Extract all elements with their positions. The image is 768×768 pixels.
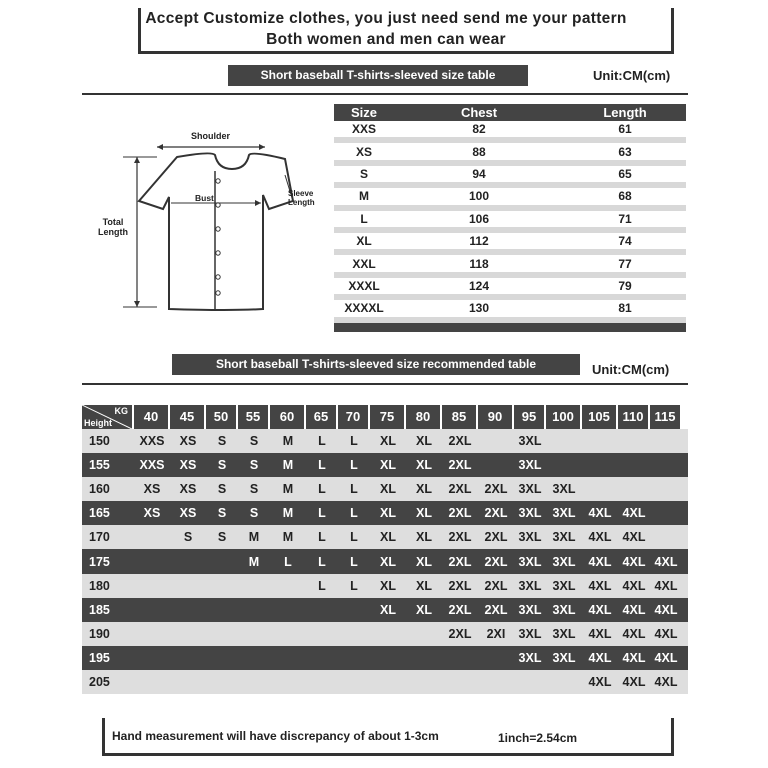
size-recommendation-cell: 4XL (622, 554, 646, 569)
shoulder-label: Shoulder (191, 131, 231, 141)
size-recommendation-cell: XL (380, 530, 396, 545)
size-recommendation-cell: M (282, 530, 294, 545)
weight-header-cell: 75 (370, 405, 404, 429)
table-row (334, 166, 686, 188)
chest-cell: 112 (469, 234, 489, 249)
table-row (82, 501, 688, 525)
weight-header-cell: 95 (514, 405, 544, 429)
size-recommendation-cell: 4XL (588, 506, 612, 521)
length-cell: 81 (618, 301, 632, 316)
size-recommendation-cell: XL (380, 578, 396, 593)
table-row (82, 574, 688, 598)
size-table (334, 104, 686, 332)
size-recommendation-cell: 3XL (518, 578, 542, 593)
size-recommendation-cell: L (318, 554, 326, 569)
size-recommendation-cell: L (350, 482, 358, 497)
table-row (334, 188, 686, 210)
size-recommendation-cell: 4XL (588, 554, 612, 569)
rec-table-header (82, 405, 688, 429)
size-recommendation-cell: 3XL (518, 458, 542, 473)
size-table-header (334, 104, 686, 121)
size-recommendation-cell: 2XI (486, 626, 506, 641)
size-cell: XXXL (348, 278, 380, 293)
bust-label: Bust (195, 193, 214, 203)
header-line-2: Both women and men can wear (266, 31, 506, 48)
table-row (82, 477, 688, 501)
table-row (82, 453, 688, 477)
size-cell: XXL (352, 256, 376, 271)
size-recommendation-cell: XS (179, 482, 197, 497)
size-recommendation-cell: S (249, 482, 259, 497)
size-recommendation-cell: M (248, 554, 260, 569)
table-row (82, 622, 688, 646)
size-recommendation-cell: S (249, 434, 259, 449)
weight-header-cell: 115 (650, 405, 680, 429)
recommended-size-table (82, 405, 688, 694)
size-recommendation-cell: S (249, 506, 259, 521)
weight-header-cell: 55 (238, 405, 268, 429)
size-recommendation-cell: L (284, 554, 292, 569)
size-recommendation-cell: L (318, 578, 326, 593)
size-recommendation-cell: L (350, 506, 358, 521)
col-length-header: Length (603, 105, 647, 120)
height-cell: 155 (89, 458, 110, 473)
weight-header-cell: 105 (582, 405, 616, 429)
table-row (334, 121, 686, 143)
divider (82, 93, 688, 95)
size-cell: S (359, 166, 368, 181)
height-cell: 150 (89, 434, 110, 449)
table-row (82, 549, 688, 573)
chest-cell: 94 (472, 166, 486, 181)
size-recommendation-cell: 3XL (552, 530, 576, 545)
size-recommendation-cell: L (318, 482, 326, 497)
size-table-banner: Short baseball T-shirts-sleeved size table (228, 65, 528, 86)
size-recommendation-cell: 3XL (552, 602, 576, 617)
rec-table-unit: Unit:CM(cm) (592, 362, 670, 377)
size-recommendation-cell: XS (179, 458, 197, 473)
size-recommendation-cell: 4XL (654, 578, 678, 593)
size-recommendation-cell: S (217, 434, 227, 449)
inch-conversion: 1inch=2.54cm (498, 731, 578, 745)
size-recommendation-cell: L (350, 554, 358, 569)
height-cell: 160 (89, 482, 110, 497)
size-cell: L (360, 211, 368, 226)
size-recommendation-cell: XL (416, 482, 432, 497)
size-recommendation-cell: XL (416, 506, 432, 521)
size-cell: XS (355, 144, 372, 159)
kg-label: KG (114, 406, 128, 416)
size-recommendation-cell: 3XL (518, 530, 542, 545)
total-length-label (98, 217, 128, 237)
size-recommendation-cell: S (183, 530, 193, 545)
total-label-line1: Total (102, 217, 124, 227)
weight-header-cell: 110 (618, 405, 648, 429)
chest-cell: 130 (468, 301, 490, 316)
size-recommendation-cell: XXS (139, 458, 165, 473)
weight-header-cell: 90 (478, 405, 512, 429)
size-recommendation-cell: 4XL (588, 674, 612, 689)
size-recommendation-cell: XL (416, 530, 432, 545)
height-cell: 185 (89, 602, 110, 617)
col-chest-header: Chest (460, 105, 498, 120)
size-recommendation-cell: M (248, 530, 260, 545)
rec-table-banner: Short baseball T-shirts-sleeved size recommended table (172, 354, 580, 375)
size-recommendation-cell: 2XL (448, 506, 472, 521)
table-corner-cell (82, 405, 132, 429)
size-recommendation-cell: S (217, 458, 227, 473)
size-recommendation-cell: 2XL (448, 626, 472, 641)
measurement-note: Hand measurement will have discrepancy of about 1-3cm (112, 729, 439, 743)
size-recommendation-cell: 2XL (448, 554, 472, 569)
size-recommendation-cell: 4XL (622, 650, 646, 665)
table-row (334, 143, 686, 165)
height-cell: 205 (89, 674, 110, 689)
table-row (334, 233, 686, 255)
size-recommendation-cell: 3XL (518, 434, 542, 449)
size-recommendation-cell: 3XL (552, 626, 576, 641)
weight-header-cell: 40 (134, 405, 168, 429)
size-recommendation-cell: 2XL (484, 482, 508, 497)
size-recommendation-cell: XS (143, 482, 161, 497)
size-recommendation-cell: 4XL (654, 626, 678, 641)
size-recommendation-cell: S (217, 530, 227, 545)
size-recommendation-cell: 4XL (622, 506, 646, 521)
col-size-header: Size (350, 105, 377, 120)
size-recommendation-cell: L (350, 434, 358, 449)
table-row (82, 429, 688, 453)
size-recommendation-cell: 2XL (484, 602, 508, 617)
total-label-line2: Length (98, 227, 128, 237)
length-cell: 79 (618, 278, 632, 293)
size-cell: XL (356, 234, 372, 249)
size-recommendation-cell: 3XL (552, 506, 576, 521)
height-cell: 180 (89, 578, 110, 593)
table-row (334, 211, 686, 233)
header-line-1: Accept Customize clothes, you just need send me your pattern (145, 10, 627, 27)
size-recommendation-cell: XL (416, 434, 432, 449)
size-recommendation-cell: XL (380, 482, 396, 497)
table-row (82, 598, 688, 622)
length-cell: 77 (618, 256, 632, 271)
weight-header-cell: 50 (206, 405, 236, 429)
divider (82, 383, 688, 385)
size-recommendation-cell: XS (179, 506, 197, 521)
size-recommendation-cell: 3XL (518, 602, 542, 617)
size-recommendation-cell: 3XL (552, 482, 576, 497)
size-recommendation-cell: 3XL (518, 482, 542, 497)
sleeve-label-line1: Sleeve (288, 189, 314, 198)
size-recommendation-cell: 2XL (448, 434, 472, 449)
length-cell: 61 (618, 122, 632, 137)
size-recommendation-cell: 3XL (518, 650, 542, 665)
shirt-diagram (95, 125, 325, 325)
chest-cell: 82 (472, 122, 486, 137)
length-cell: 63 (618, 144, 632, 159)
size-recommendation-cell: 4XL (588, 602, 612, 617)
size-recommendation-cell: XXS (139, 434, 165, 449)
sleeve-length-label (288, 189, 315, 207)
table-row (82, 646, 688, 670)
size-recommendation-cell: 4XL (622, 674, 646, 689)
size-recommendation-cell: L (318, 458, 326, 473)
weight-header-cell: 80 (406, 405, 440, 429)
length-cell: 68 (618, 189, 632, 204)
size-recommendation-cell: XL (380, 458, 396, 473)
size-recommendation-cell: 2XL (448, 578, 472, 593)
size-cell: M (359, 189, 369, 204)
size-recommendation-cell: 4XL (588, 626, 612, 641)
size-recommendation-cell: 2XL (448, 458, 472, 473)
height-cell: 165 (89, 506, 110, 521)
chest-cell: 88 (472, 144, 486, 159)
size-recommendation-cell: XL (380, 506, 396, 521)
size-recommendation-cell: XL (380, 554, 396, 569)
height-cell: 195 (89, 650, 110, 665)
size-recommendation-cell: 4XL (654, 554, 678, 569)
size-recommendation-cell: M (282, 506, 294, 521)
size-recommendation-cell: 2XL (484, 506, 508, 521)
size-recommendation-cell: M (282, 434, 294, 449)
size-recommendation-cell: L (318, 506, 326, 521)
size-recommendation-cell: 4XL (588, 650, 612, 665)
size-recommendation-cell: L (350, 530, 358, 545)
size-recommendation-cell: 4XL (654, 674, 678, 689)
size-recommendation-cell: 4XL (588, 530, 612, 545)
height-cell: 190 (89, 626, 110, 641)
size-recommendation-cell: XL (380, 434, 396, 449)
size-recommendation-cell: 4XL (622, 602, 646, 617)
weight-header-cell: 60 (270, 405, 304, 429)
size-recommendation-cell: 2XL (448, 530, 472, 545)
size-recommendation-cell: 2XL (484, 554, 508, 569)
size-table-unit: Unit:CM(cm) (593, 68, 671, 83)
size-recommendation-cell: XL (416, 578, 432, 593)
table-row (82, 670, 688, 694)
size-cell: XXXXL (344, 301, 384, 316)
size-recommendation-cell: 3XL (552, 650, 576, 665)
size-recommendation-cell: S (217, 482, 227, 497)
size-recommendation-cell: XL (416, 602, 432, 617)
table-row (334, 300, 686, 322)
size-recommendation-cell: L (350, 458, 358, 473)
size-recommendation-cell: 2XL (484, 578, 508, 593)
weight-header-cell: 45 (170, 405, 204, 429)
length-cell: 71 (618, 211, 632, 226)
size-recommendation-cell: 3XL (518, 626, 542, 641)
size-recommendation-cell: 4XL (654, 602, 678, 617)
table-row (334, 278, 686, 300)
size-recommendation-cell: XS (179, 434, 197, 449)
size-recommendation-cell: 3XL (518, 506, 542, 521)
size-cell: XXS (351, 122, 376, 137)
weight-header-cell: 85 (442, 405, 476, 429)
table-row (82, 525, 688, 549)
size-recommendation-cell: M (282, 482, 294, 497)
height-cell: 175 (89, 554, 110, 569)
size-table-footer-bar (334, 323, 686, 332)
size-recommendation-cell: XL (416, 458, 432, 473)
size-recommendation-cell: S (249, 458, 259, 473)
sleeve-label-line2: Length (288, 198, 315, 207)
chest-cell: 106 (468, 211, 490, 226)
size-recommendation-cell: S (217, 506, 227, 521)
height-cell: 170 (89, 530, 110, 545)
size-recommendation-cell: 3XL (552, 554, 576, 569)
length-cell: 65 (618, 166, 632, 181)
size-recommendation-cell: L (350, 578, 358, 593)
size-recommendation-cell: L (318, 530, 326, 545)
size-recommendation-cell: 2XL (484, 530, 508, 545)
size-recommendation-cell: 4XL (622, 626, 646, 641)
shirt-outline-icon (95, 125, 325, 325)
size-recommendation-cell: 4XL (654, 650, 678, 665)
size-recommendation-cell: M (282, 458, 294, 473)
weight-header-cell: 100 (546, 405, 580, 429)
size-recommendation-cell: L (318, 434, 326, 449)
size-recommendation-cell: XL (416, 554, 432, 569)
size-recommendation-cell: 4XL (622, 530, 646, 545)
size-recommendation-cell: 2XL (448, 602, 472, 617)
size-recommendation-cell: XS (143, 506, 161, 521)
size-recommendation-cell: 2XL (448, 482, 472, 497)
size-recommendation-cell: 4XL (622, 578, 646, 593)
length-cell: 74 (618, 234, 632, 249)
table-row (334, 255, 686, 277)
chest-cell: 118 (469, 256, 489, 271)
size-recommendation-cell: 3XL (518, 554, 542, 569)
chest-cell: 124 (468, 278, 490, 293)
size-recommendation-cell: XL (380, 602, 396, 617)
size-recommendation-cell: 4XL (588, 578, 612, 593)
chest-cell: 100 (468, 189, 490, 204)
weight-header-cell: 65 (306, 405, 336, 429)
size-recommendation-cell: 3XL (552, 578, 576, 593)
height-label: Height (84, 418, 112, 428)
weight-header-cell: 70 (338, 405, 368, 429)
